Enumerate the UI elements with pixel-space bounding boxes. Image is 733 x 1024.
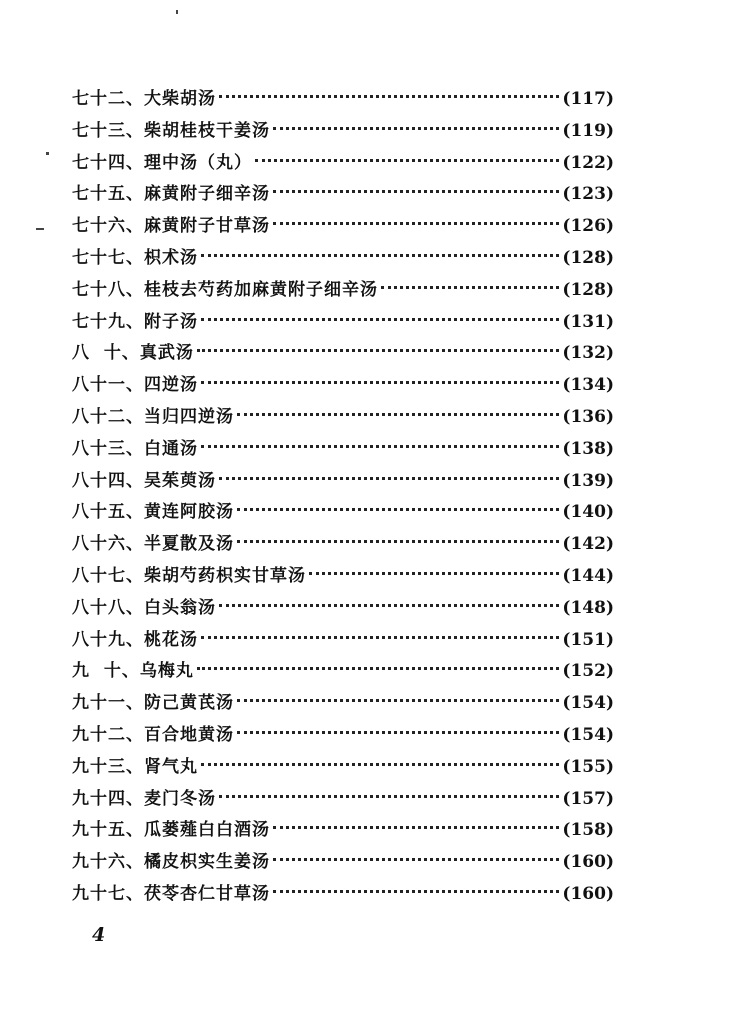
toc-entry-page: (128) xyxy=(562,247,614,268)
toc-entry-number: 八十八、 xyxy=(72,597,144,618)
toc-entry-page: (134) xyxy=(562,375,614,396)
toc-entry xyxy=(72,593,614,625)
toc-entry-page: (142) xyxy=(562,534,614,555)
toc-entry-page: (160) xyxy=(562,883,614,904)
dot-leader xyxy=(201,254,559,257)
toc-entry-number: 八十三、 xyxy=(72,438,144,459)
toc-entry-number: 八十一、 xyxy=(72,375,144,396)
toc-entry xyxy=(72,211,614,243)
toc-entry xyxy=(72,179,614,211)
table-of-contents xyxy=(72,84,614,911)
dot-leader xyxy=(237,413,559,416)
dot-leader xyxy=(273,127,559,130)
toc-entry-title: 麦门冬汤 xyxy=(144,788,216,809)
page-number: 4 xyxy=(92,924,106,946)
toc-entry-title: 乌梅丸 xyxy=(139,661,194,682)
toc-entry-title: 白头翁汤 xyxy=(144,597,216,618)
toc-entry-number: 九十一、 xyxy=(72,693,144,714)
toc-entry-title: 麻黄附子甘草汤 xyxy=(144,216,270,237)
toc-entry xyxy=(72,720,614,752)
toc-entry-title: 柴胡桂枝干姜汤 xyxy=(144,120,270,141)
toc-entry-title: 桂枝去芍药加麻黄附子细辛汤 xyxy=(144,279,378,300)
toc-entry-number: 七十七、 xyxy=(72,247,144,268)
toc-entry-page: (131) xyxy=(562,311,614,332)
dot-leader xyxy=(309,572,559,575)
toc-entry-title: 四逆汤 xyxy=(144,375,198,396)
toc-entry-number: 七十二、 xyxy=(72,89,144,109)
toc-entry-number: 九十六、 xyxy=(72,852,144,873)
toc-entry xyxy=(72,688,614,720)
toc-entry-title: 麻黄附子细辛汤 xyxy=(144,184,270,205)
toc-entry-page: (138) xyxy=(562,438,614,459)
toc-entry-page: (119) xyxy=(562,120,614,141)
toc-entry-page: (123) xyxy=(562,184,614,205)
dot-leader xyxy=(219,477,559,480)
toc-entry-title: 百合地黄汤 xyxy=(144,724,234,745)
dot-leader xyxy=(273,190,559,193)
toc-entry xyxy=(72,116,614,148)
dot-leader xyxy=(237,699,559,702)
dot-leader xyxy=(273,858,559,861)
toc-entry-number: 九十四、 xyxy=(72,788,144,809)
toc-entry-page: (117) xyxy=(562,89,614,109)
toc-entry-title: 大柴胡汤 xyxy=(144,89,216,109)
toc-entry-page: (157) xyxy=(562,788,614,809)
dot-leader xyxy=(201,318,559,321)
toc-entry-title: 柴胡芍药枳实甘草汤 xyxy=(144,565,306,586)
toc-entry-page: (136) xyxy=(562,406,614,427)
toc-entry xyxy=(72,466,614,498)
toc-entry-page: (139) xyxy=(562,470,614,491)
dot-leader xyxy=(219,795,559,798)
toc-entry-title: 肾气丸 xyxy=(144,756,198,777)
toc-entry xyxy=(72,402,614,434)
toc-entry-title: 枳术汤 xyxy=(144,247,198,268)
toc-entry-page: (154) xyxy=(562,724,614,745)
toc-entry xyxy=(72,784,614,816)
toc-entry-title: 瓜蒌薤白白酒汤 xyxy=(144,820,270,841)
toc-entry-number: 九十三、 xyxy=(72,756,144,777)
toc-entry-number: 九十五、 xyxy=(72,820,144,841)
toc-entry xyxy=(72,847,614,879)
toc-entry-title: 附子汤 xyxy=(144,311,198,332)
dot-leader xyxy=(273,890,559,893)
dot-leader xyxy=(219,95,559,98)
toc-entry-title: 橘皮枳实生姜汤 xyxy=(144,852,270,873)
toc-entry-page: (140) xyxy=(562,502,614,523)
toc-entry-number: 七十三、 xyxy=(72,120,144,141)
toc-entry-number: 八十五、 xyxy=(72,502,144,523)
scan-speck xyxy=(176,10,178,14)
dot-leader xyxy=(237,508,559,511)
toc-entry-number: 七十五、 xyxy=(72,184,144,205)
toc-entry-number: 九 十、 xyxy=(72,661,140,682)
dot-leader xyxy=(197,667,560,670)
toc-entry xyxy=(72,307,614,339)
toc-entry-page: (151) xyxy=(562,629,614,650)
toc-entry-title: 白通汤 xyxy=(144,438,198,459)
toc-entry-number: 七十九、 xyxy=(72,311,144,332)
toc-entry-title: 当归四逆汤 xyxy=(144,406,234,427)
toc-entry-title: 半夏散及汤 xyxy=(144,534,234,555)
dot-leader xyxy=(237,731,559,734)
toc-entry-title: 理中汤（丸） xyxy=(144,152,252,173)
toc-entry-page: (154) xyxy=(562,693,614,714)
toc-entry-number: 七十六、 xyxy=(72,216,144,237)
toc-entry xyxy=(72,879,614,911)
toc-entry-page: (158) xyxy=(562,820,614,841)
dot-leader xyxy=(273,222,559,225)
toc-entry-number: 七十四、 xyxy=(72,152,144,173)
toc-entry-page: (132) xyxy=(562,343,614,364)
toc-entry-page: (148) xyxy=(562,597,614,618)
dot-leader xyxy=(201,763,559,766)
dot-leader xyxy=(201,381,559,384)
toc-entry-title: 茯苓杏仁甘草汤 xyxy=(144,883,270,904)
dot-leader xyxy=(237,540,559,543)
dot-leader xyxy=(273,826,559,829)
toc-entry xyxy=(72,497,614,529)
toc-entry xyxy=(72,434,614,466)
toc-entry-title: 桃花汤 xyxy=(144,629,198,650)
toc-entry xyxy=(72,148,614,180)
toc-entry xyxy=(72,338,614,370)
scan-speck xyxy=(36,228,44,230)
toc-entry-number: 八 十、 xyxy=(72,343,140,364)
dot-leader xyxy=(381,286,559,289)
toc-entry-page: (152) xyxy=(562,661,614,682)
toc-entry-page: (126) xyxy=(562,216,614,237)
toc-entry-title: 吴茱萸汤 xyxy=(144,470,216,491)
dot-leader xyxy=(197,349,560,352)
toc-entry-number: 八十九、 xyxy=(72,629,144,650)
scan-speck xyxy=(46,152,49,155)
toc-entry-title: 真武汤 xyxy=(139,343,194,364)
toc-entry-number: 八十六、 xyxy=(72,534,144,555)
toc-entry-page: (160) xyxy=(562,852,614,873)
toc-entry-number: 八十七、 xyxy=(72,565,144,586)
toc-entry xyxy=(72,529,614,561)
toc-entry xyxy=(72,370,614,402)
toc-entry-number: 八十四、 xyxy=(72,470,144,491)
toc-entry-number: 七十八、 xyxy=(72,279,144,300)
toc-entry xyxy=(72,815,614,847)
toc-entry-number: 九十二、 xyxy=(72,724,144,745)
toc-entry xyxy=(72,243,614,275)
toc-entry-title: 防己黄芪汤 xyxy=(144,693,234,714)
toc-entry-number: 九十七、 xyxy=(72,883,144,904)
toc-entry-page: (128) xyxy=(562,279,614,300)
dot-leader xyxy=(201,445,559,448)
toc-entry xyxy=(72,656,614,688)
toc-entry xyxy=(72,84,614,116)
toc-entry xyxy=(72,275,614,307)
dot-leader xyxy=(219,604,559,607)
toc-entry-page: (155) xyxy=(562,756,614,777)
toc-entry xyxy=(72,625,614,657)
toc-entry-title: 黄连阿胶汤 xyxy=(144,502,234,523)
toc-entry-page: (144) xyxy=(562,565,614,586)
toc-entry xyxy=(72,561,614,593)
dot-leader xyxy=(255,159,559,162)
dot-leader xyxy=(201,636,559,639)
toc-entry-page: (122) xyxy=(562,152,614,173)
toc-entry-number: 八十二、 xyxy=(72,406,144,427)
toc-entry xyxy=(72,752,614,784)
